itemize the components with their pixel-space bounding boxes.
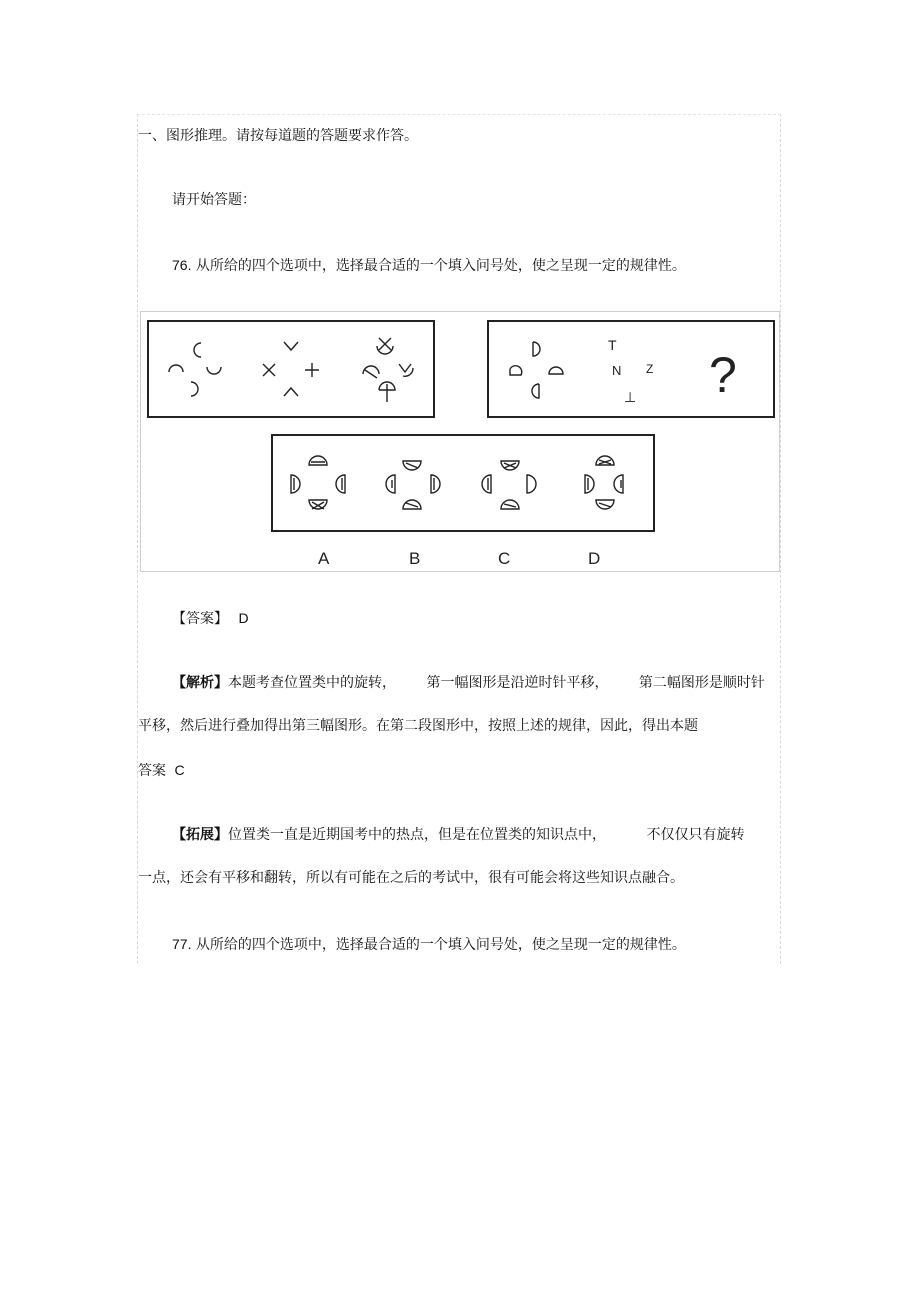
option-label-a: A xyxy=(318,549,330,568)
seq1-figure-3 xyxy=(363,338,413,402)
question-mark: ? xyxy=(709,347,737,403)
section-title: 一、图形推理。请按每道题的答题要求作答。 xyxy=(138,128,418,144)
answer-label: 【答案】 xyxy=(172,611,228,627)
sequence-1-frame xyxy=(148,321,434,417)
analysis-line-3 xyxy=(138,760,185,781)
analysis-line-1 xyxy=(172,673,765,693)
question-77-text: 从所给的四个选项中，选择最合适的一个填入问号处，使之呈现一定的规律性。 xyxy=(195,937,686,953)
options-frame xyxy=(272,435,654,531)
extension-line-2: 一点，还会有平移和翻转，所以有可能在之后的考试中，很有可能会将这些知识点融合。 xyxy=(138,870,684,886)
answer-line xyxy=(172,608,249,629)
analysis-label: 【解析】 xyxy=(172,675,228,691)
start-prompt: 请开始答题： xyxy=(172,192,256,208)
question-76-text: 从所给的四个选项中，选择最合适的一个填入问号处，使之呈现一定的规律性。 xyxy=(195,258,686,274)
question-77-stem xyxy=(172,934,686,955)
seq2-letter-inverted-t: ⊥ xyxy=(624,389,637,405)
option-d-figure xyxy=(585,456,623,509)
seq2-figure-1 xyxy=(510,342,563,398)
extension-line-1 xyxy=(172,825,744,845)
answer-value: D xyxy=(238,610,249,626)
option-b-figure xyxy=(386,461,440,509)
extension-line1-part-a: 位置类一直是近期国考中的热点，但是在位置类的知识点中， xyxy=(228,827,606,843)
question-77-number: 77. xyxy=(172,936,192,952)
analysis-line1-part-b: 第一幅图形是沿逆时针平移， xyxy=(426,675,609,691)
option-label-c: C xyxy=(498,549,511,568)
seq2-letter-z: Z xyxy=(646,362,654,376)
option-c-figure xyxy=(482,461,536,509)
seq2-letter-n: N xyxy=(612,363,622,378)
analysis-line3-part-b: C xyxy=(174,762,185,778)
extension-label: 【拓展】 xyxy=(172,827,228,843)
seq1-figure-2 xyxy=(263,342,319,396)
question-76-stem xyxy=(172,255,686,276)
seq1-figure-1 xyxy=(169,343,221,396)
option-a-figure xyxy=(291,456,345,509)
analysis-line1-part-a: 本题考查位置类中的旋转， xyxy=(228,675,396,691)
question-76-figure xyxy=(140,311,780,572)
analysis-line3-part-a: 答案 xyxy=(138,763,166,779)
analysis-line-2: 平移，然后进行叠加得出第三幅图形。在第二段图形中，按照上述的规律，因此，得出本题 xyxy=(138,718,698,734)
seq2-letter-t: T xyxy=(608,337,617,353)
option-label-d: D xyxy=(588,549,601,568)
puzzle-svg xyxy=(141,312,781,573)
extension-line1-part-b: 不仅仅只有旋转 xyxy=(646,827,745,843)
question-76-number: 76. xyxy=(172,257,192,273)
option-label-b: B xyxy=(409,549,421,568)
analysis-line1-part-c: 第二幅图形是顺时针 xyxy=(638,675,765,691)
